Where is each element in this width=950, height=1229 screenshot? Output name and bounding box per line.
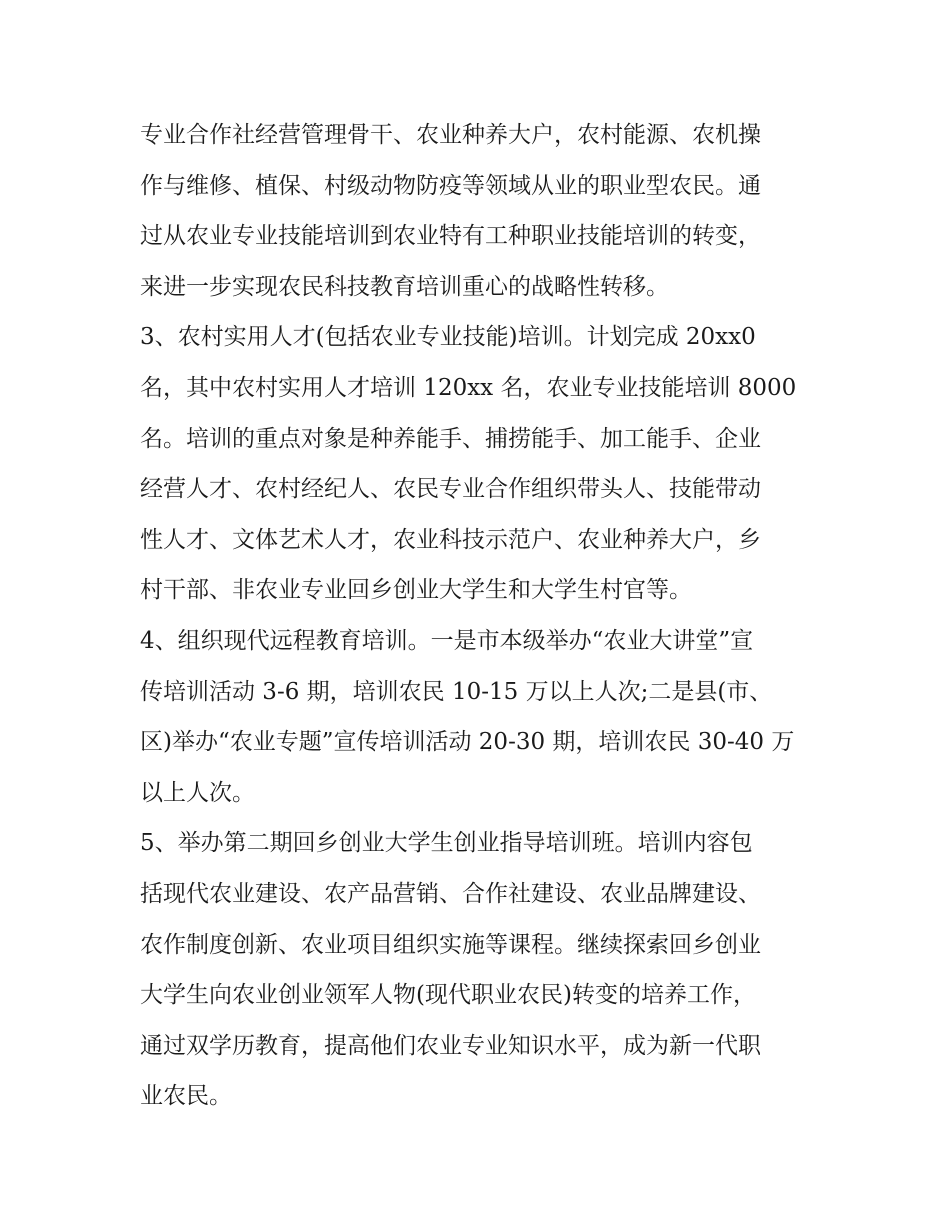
text-line: 区)举办“农业专题”宣传培训活动 20-30 期，培训农民 30-40 万 bbox=[140, 729, 795, 756]
text-line: 以上人次。 bbox=[140, 779, 255, 806]
text-line: 来进一步实现农民科技教育培训重心的战略性转移。 bbox=[140, 273, 669, 300]
text-line: 5、举办第二期回乡创业大学生创业指导培训班。培训内容包 bbox=[140, 830, 753, 857]
text-line: 通过双学历教育，提高他们农业专业知识水平，成为新一代职 bbox=[140, 1032, 761, 1059]
text-line: 过从农业专业技能培训到农业特有工种职业技能培训的转变， bbox=[140, 223, 761, 250]
text-line: 农作制度创新、农业项目组织实施等课程。继续探索回乡创业 bbox=[140, 931, 761, 958]
text-line: 大学生向农业创业领军人物(现代职业农民)转变的培养工作， bbox=[140, 982, 756, 1009]
text-line: 经营人才、农村经纪人、农民专业合作组织带头人、技能带动 bbox=[140, 476, 761, 503]
text-line: 传培训活动 3-6 期，培训农民 10-15 万以上人次;二是县(市、 bbox=[140, 678, 773, 705]
text-line: 括现代农业建设、农产品营销、合作社建设、农业品牌建设、 bbox=[140, 880, 761, 907]
text-line: 名，其中农村实用人才培训 120xx 名，农业专业技能培训 8000 bbox=[140, 374, 797, 401]
text-line: 专业合作社经营管理骨干、农业种养大户，农村能源、农机操 bbox=[140, 122, 761, 148]
text-line: 村干部、非农业专业回乡创业大学生和大学生村官等。 bbox=[140, 577, 692, 604]
text-line: 业农民。 bbox=[140, 1083, 232, 1110]
text-line: 3、农村实用人才(包括农业专业技能)培训。计划完成 20xx0 bbox=[140, 324, 756, 351]
text-line: 性人才、文体艺术人才，农业科技示范户、农业种养大户，乡 bbox=[140, 526, 761, 553]
text-line: 名。培训的重点对象是种养能手、捕捞能手、加工能手、企业 bbox=[140, 425, 761, 452]
document-body bbox=[140, 110, 815, 1122]
text-line: 作与维修、植保、村级动物防疫等领域从业的职业型农民。通 bbox=[140, 172, 761, 199]
text-line: 4、组织现代远程教育培训。一是市本级举办“农业大讲堂”宣 bbox=[140, 627, 754, 654]
